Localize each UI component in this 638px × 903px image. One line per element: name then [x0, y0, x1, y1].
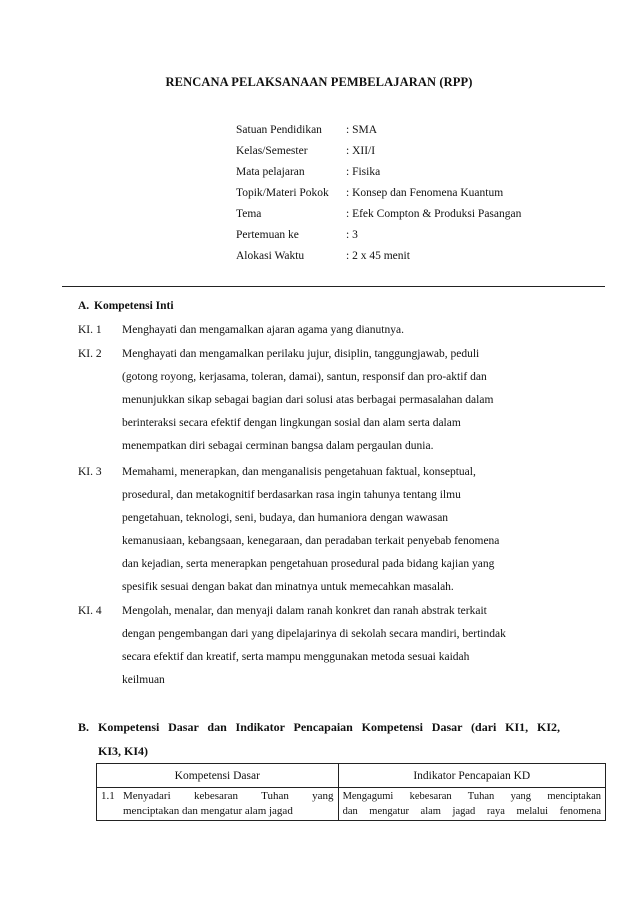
ki-code: KI. 4 [78, 605, 102, 617]
section-title-continuation: KI3, KI4) [98, 744, 149, 758]
identity-block [236, 120, 521, 267]
ki-line: prosedural, dan metakognitif berdasarkan rasa ingin tahunya tentang ilmu [122, 489, 461, 501]
table-header-kd: Kompetensi Dasar [97, 764, 339, 788]
identity-label: Mata pelajaran [236, 166, 305, 178]
ki-text [122, 461, 560, 599]
table-row [97, 788, 606, 821]
identity-value: : Konsep dan Fenomena Kuantum [346, 187, 504, 199]
ki-line: pengetahuan, teknologi, seni, budaya, dan humaniora dengan wawasan [122, 512, 449, 524]
section-title: Kompetensi Dasar dan Indikator Pencapaian Kompetensi Dasar (dari KI1, KI2, [98, 720, 560, 734]
ki-text [122, 343, 560, 458]
kd-cell [97, 788, 339, 821]
ki-line: keilmuan [122, 674, 165, 686]
document-title: RENCANA PELAKSANAAN PEMBELAJARAN (RPP) [165, 75, 473, 89]
section-b-heading [78, 715, 560, 763]
identity-row-satuan [236, 120, 521, 141]
identity-row-tema [236, 204, 521, 225]
section-title: Kompetensi Inti [94, 300, 174, 312]
identity-row-alokasi [236, 246, 521, 267]
identity-label: Pertemuan ke [236, 229, 299, 241]
identity-value: : XII/I [346, 145, 376, 157]
ki-text [122, 600, 560, 692]
ki-line: secara efektif dan kreatif, serta mampu menggunakan metoda sesuai kaidah [122, 651, 470, 663]
section-b-heading-line [78, 715, 560, 739]
identity-value: : Efek Compton & Produksi Pasangan [346, 208, 522, 220]
kd-text [123, 789, 334, 819]
identity-label: Tema [236, 208, 262, 220]
ki-line: Memahami, menerapkan, dan menganalisis pengetahuan faktual, konseptual, [122, 466, 476, 478]
kd-indicator-table [96, 763, 606, 821]
horizontal-divider [62, 286, 605, 287]
identity-value: : 3 [346, 229, 358, 241]
ki-line: Menghayati dan mengamalkan perilaku jujur, disiplin, tanggungjawab, peduli [122, 348, 480, 360]
ki-line: menunjukkan sikap sebagai bagian dari solusi atas berbagai permasalahan dalam [122, 394, 494, 406]
section-a-heading [78, 300, 174, 312]
table-header-row [97, 764, 606, 788]
ki-line: spesifik sesuai dengan bakat dan minatnya untuk memecahkan masalah. [122, 581, 454, 593]
ki-line: menempatkan diri sebagai cerminan bangsa dalam pergaulan dunia. [122, 440, 434, 452]
identity-label: Kelas/Semester [236, 145, 308, 157]
kd-number: 1.1 [101, 790, 115, 802]
ki-code: KI. 2 [78, 348, 102, 360]
ki-code: KI. 3 [78, 466, 102, 478]
ki-line: (gotong royong, kerjasama, toleran, damai), santun, responsif dan pro-aktif dan [122, 371, 487, 383]
ki-code: KI. 1 [78, 324, 102, 336]
identity-label: Topik/Materi Pokok [236, 187, 329, 199]
identity-row-kelas [236, 141, 521, 162]
table-header-indicator: Indikator Pencapaian KD [338, 764, 605, 788]
ki-line: Mengolah, menalar, dan menyaji dalam ranah konkret dan ranah abstrak terkait [122, 605, 487, 617]
identity-label: Alokasi Waktu [236, 250, 305, 262]
ki-text [122, 319, 560, 342]
ki-line: dan kejadian, serta menerapkan pengetahuan prosedural pada bidang kajian yang [122, 558, 495, 570]
kd-cell-content [101, 789, 334, 819]
identity-value: : Fisika [346, 166, 381, 178]
identity-value: : 2 x 45 menit [346, 250, 410, 262]
identity-row-pertemuan [236, 225, 521, 246]
ki-line: dengan pengembangan dari yang dipelajarinya di sekolah secara mandiri, bertindak [122, 628, 506, 640]
identity-value: : SMA [346, 124, 377, 136]
identity-row-topik [236, 183, 521, 204]
identity-label: Satuan Pendidikan [236, 124, 322, 136]
section-letter: A. [78, 300, 90, 312]
ki-line: Menghayati dan mengamalkan ajaran agama yang dianutnya. [122, 324, 404, 336]
ki-line: kemanusiaan, kebangsaan, kenegaraan, dan peradaban terkait penyebab fenomena [122, 535, 500, 547]
ki-line: berinteraksi secara efektif dengan lingkungan sosial dan alam serta dalam [122, 417, 461, 429]
kd-line: menciptakan dan mengatur alam jagad [123, 805, 293, 817]
indicator-line: Mengagumi kebesaran Tuhan yang menciptakan [342, 791, 601, 802]
section-letter: B. [78, 720, 90, 734]
indicator-cell [338, 788, 605, 821]
indicator-line: dan mengatur alam jagad raya melalui fenomena [342, 806, 601, 817]
kd-line: Menyadari kebesaran Tuhan yang [123, 790, 334, 802]
identity-row-mapel [236, 162, 521, 183]
